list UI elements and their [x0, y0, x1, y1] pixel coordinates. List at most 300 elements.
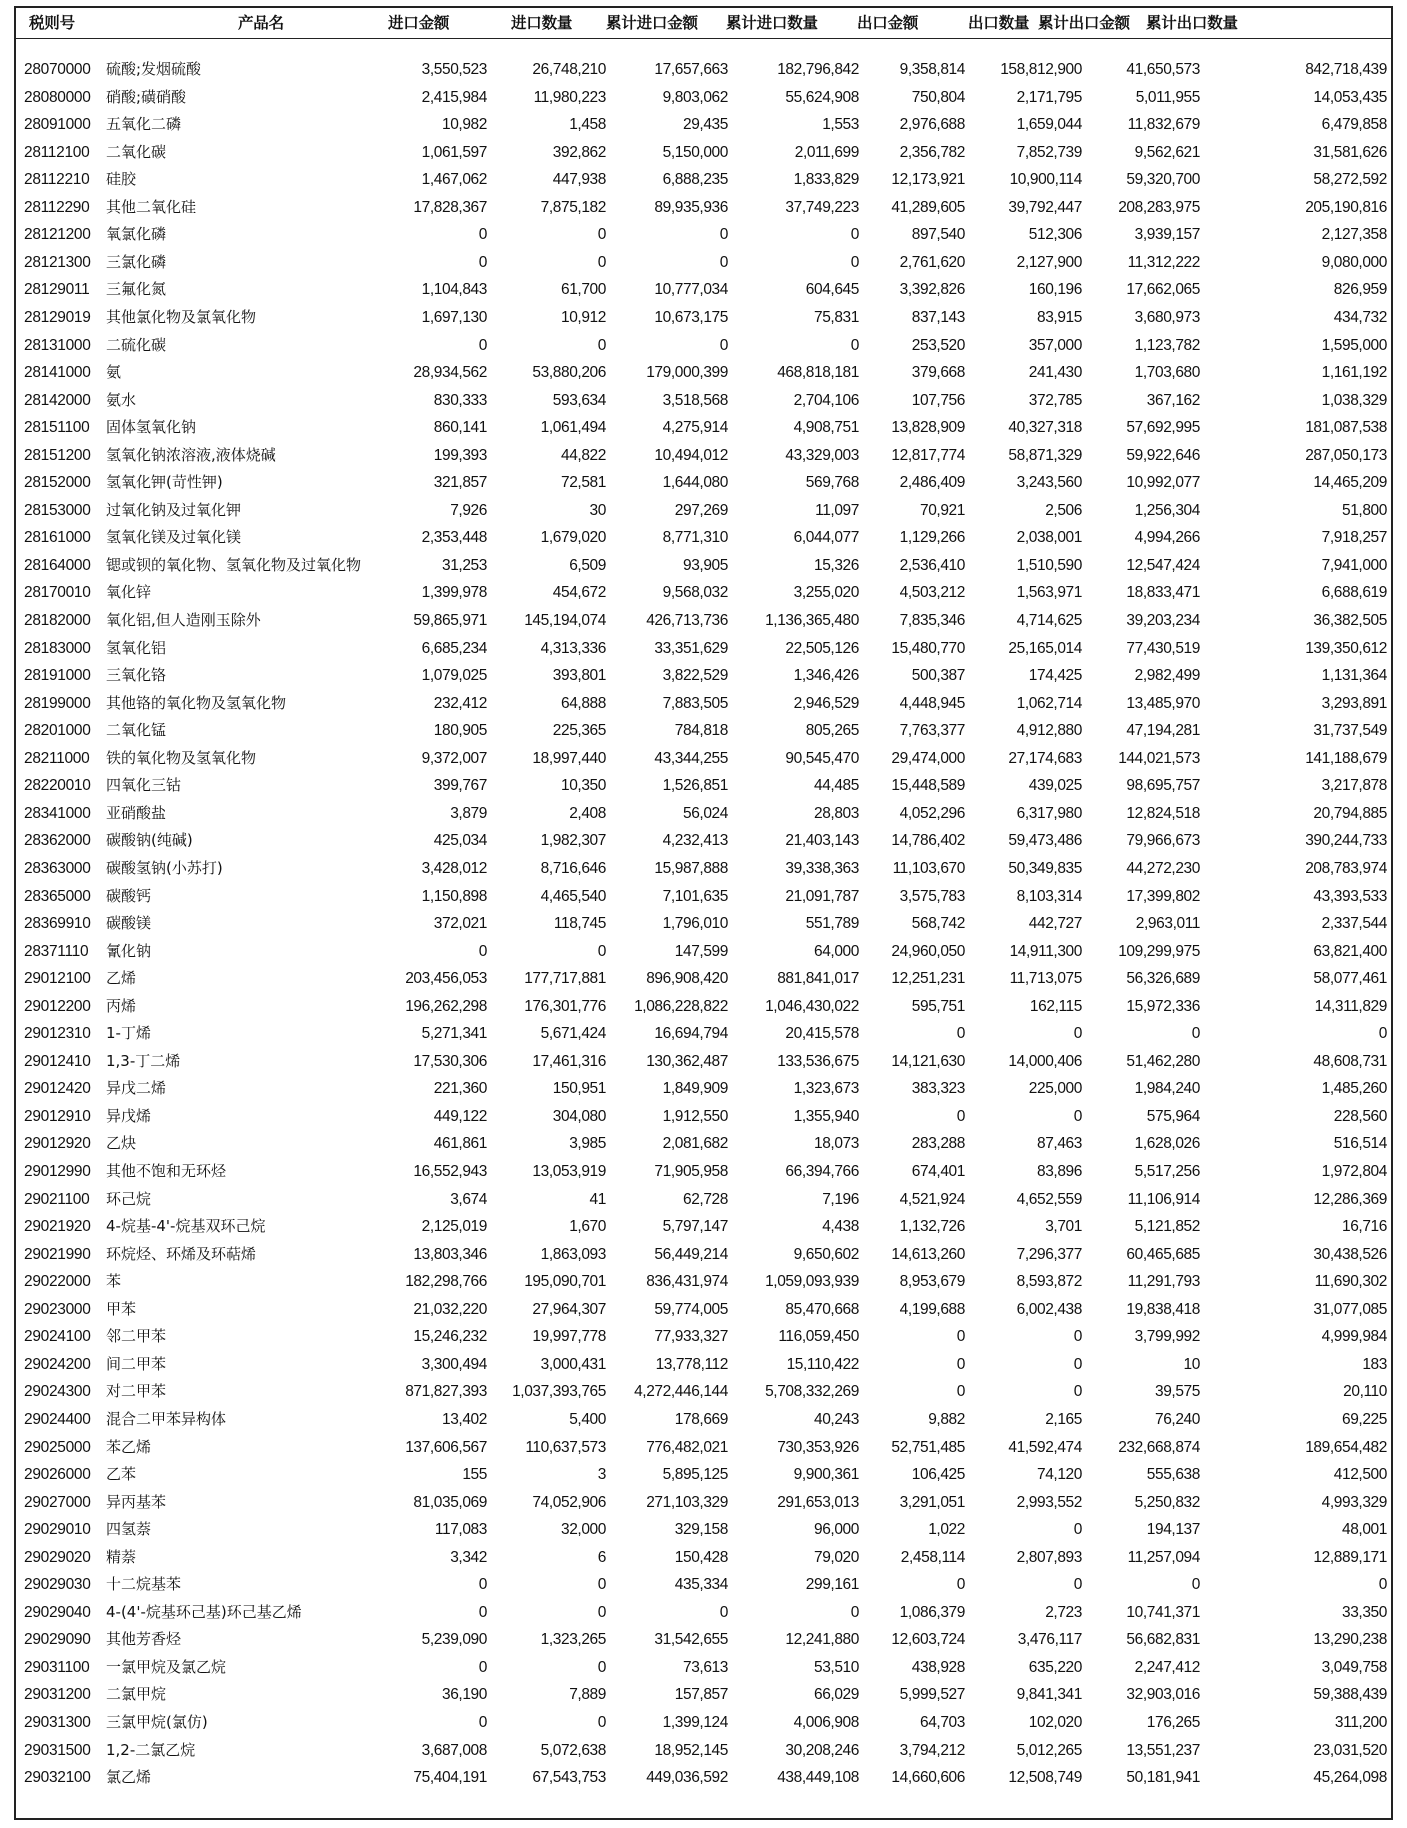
cell-product-name: 碳酸氢钠(小苏打): [106, 858, 223, 877]
cell-cum-import-quantity: 116,059,450: [778, 1328, 859, 1346]
table-row: [16, 1378, 1391, 1406]
cell-cum-import-value: 130,362,487: [646, 1052, 728, 1070]
cell-import-quantity: 150,951: [552, 1080, 606, 1098]
table-row: [16, 1599, 1391, 1627]
cell-cum-export-quantity: 6,479,858: [1321, 116, 1387, 134]
cell-import-quantity: 5,671,424: [540, 1025, 606, 1043]
cell-import-quantity: 11,980,223: [533, 88, 606, 106]
cell-product-name: 对二甲苯: [106, 1382, 167, 1401]
cell-cum-import-quantity: 0: [850, 336, 859, 354]
cell-export-quantity: 7,296,377: [1016, 1245, 1082, 1263]
cell-tariff-code: 29024300: [24, 1383, 91, 1401]
cell-cum-import-quantity: 28,803: [813, 804, 859, 822]
cell-import-quantity: 0: [597, 226, 606, 244]
cell-export-value: 1,132,726: [899, 1218, 965, 1236]
cell-cum-import-quantity: 22,505,126: [785, 639, 859, 657]
cell-export-value: 13,828,909: [891, 419, 965, 437]
table-row: [16, 1103, 1391, 1131]
cell-export-value: 897,540: [911, 226, 965, 244]
table-header: [16, 8, 1391, 39]
cell-export-value: 379,668: [911, 364, 965, 382]
cell-product-name: 氢氧化钾(苛性钾): [106, 473, 223, 492]
cell-tariff-code: 28112100: [24, 143, 90, 161]
cell-import-value: 75,404,191: [413, 1769, 487, 1787]
cell-import-value: 0: [478, 1576, 487, 1594]
cell-product-name: 苯: [106, 1272, 122, 1291]
cell-export-quantity: 6,317,980: [1016, 804, 1082, 822]
table-row: [16, 635, 1391, 663]
cell-tariff-code: 29029030: [24, 1576, 91, 1594]
cell-cum-export-value: 98,695,757: [1126, 777, 1200, 795]
cell-export-value: 2,976,688: [899, 116, 965, 134]
table-row: [16, 1020, 1391, 1048]
cell-cum-export-quantity: 31,737,549: [1313, 722, 1387, 740]
cell-cum-export-quantity: 0: [1378, 1025, 1387, 1043]
cell-export-quantity: 442,727: [1028, 915, 1082, 933]
cell-tariff-code: 29012410: [24, 1052, 91, 1070]
cell-import-quantity: 110,637,573: [525, 1438, 606, 1456]
header-export-value: 出口金额: [857, 14, 919, 32]
cell-export-value: 500,387: [911, 667, 965, 685]
cell-import-quantity: 7,875,182: [540, 198, 606, 216]
cell-cum-export-value: 59,320,700: [1126, 171, 1200, 189]
cell-product-name: 异戊二烯: [106, 1079, 167, 1098]
cell-cum-import-quantity: 55,624,908: [785, 88, 859, 106]
cell-import-value: 1,061,597: [421, 143, 487, 161]
cell-cum-import-quantity: 182,796,842: [777, 61, 859, 78]
cell-cum-import-quantity: 96,000: [813, 1521, 859, 1539]
cell-tariff-code: 29023000: [24, 1300, 91, 1318]
cell-cum-import-value: 5,895,125: [662, 1466, 728, 1484]
cell-tariff-code: 28153000: [24, 501, 91, 519]
header-export-quantity: 出口数量: [968, 14, 1030, 32]
cell-tariff-code: 29012310: [24, 1025, 91, 1043]
cell-export-value: 24,960,050: [891, 942, 965, 960]
cell-cum-export-value: 5,517,256: [1134, 1163, 1200, 1180]
cell-product-name: 混合二甲苯异构体: [106, 1409, 227, 1428]
cell-export-value: 12,173,921: [891, 171, 965, 189]
table-row: [16, 524, 1391, 552]
cell-tariff-code: 28199000: [24, 694, 91, 712]
table-row: [16, 139, 1391, 167]
cell-import-quantity: 593,634: [552, 391, 606, 409]
cell-cum-import-quantity: 3,255,020: [793, 584, 859, 602]
cell-cum-import-value: 1,644,080: [662, 474, 728, 492]
cell-cum-import-quantity: 1,059,093,939: [765, 1273, 859, 1291]
cell-import-quantity: 0: [597, 1714, 606, 1731]
cell-product-name: 一氯甲烷及氯乙烷: [106, 1657, 227, 1676]
cell-export-value: 283,288: [911, 1135, 965, 1153]
cell-export-quantity: 1,659,044: [1016, 116, 1082, 134]
cell-export-quantity: 11,713,075: [1009, 970, 1082, 988]
cell-import-quantity: 2,408: [569, 804, 606, 822]
cell-import-quantity: 304,080: [552, 1107, 606, 1125]
cell-export-value: 2,458,114: [900, 1548, 965, 1566]
header-tariff-code: 税则号: [29, 14, 75, 32]
cell-cum-export-quantity: 48,608,731: [1313, 1052, 1387, 1070]
cell-tariff-code: 28211000: [24, 749, 90, 767]
cell-cum-export-quantity: 390,244,733: [1305, 832, 1387, 850]
cell-tariff-code: 29012920: [24, 1135, 91, 1153]
cell-tariff-code: 28161000: [24, 529, 91, 547]
cell-import-value: 0: [478, 1603, 487, 1621]
cell-cum-import-quantity: 2,946,529: [793, 694, 859, 712]
cell-tariff-code: 29024100: [24, 1328, 91, 1346]
cell-export-quantity: 87,463: [1036, 1135, 1082, 1153]
cell-cum-import-value: 0: [719, 253, 728, 271]
cell-export-quantity: 158,812,900: [1000, 61, 1082, 78]
table-row: [16, 1268, 1391, 1296]
cell-import-value: 0: [478, 1658, 487, 1676]
cell-product-name: 三氯甲烷(氯仿): [106, 1713, 208, 1731]
cell-export-value: 0: [956, 1355, 965, 1373]
cell-cum-export-value: 13,551,237: [1126, 1741, 1200, 1759]
cell-import-value: 155: [462, 1466, 487, 1484]
cell-export-value: 7,835,346: [899, 612, 965, 629]
cell-cum-import-quantity: 551,789: [805, 915, 859, 933]
table-row: [16, 1351, 1391, 1379]
cell-export-quantity: 2,127,900: [1016, 253, 1082, 271]
cell-cum-import-value: 73,613: [682, 1658, 728, 1676]
cell-export-quantity: 8,593,872: [1016, 1273, 1082, 1291]
cell-export-value: 12,603,724: [891, 1631, 965, 1649]
cell-export-value: 4,052,296: [899, 804, 965, 822]
cell-export-value: 0: [956, 1107, 965, 1125]
cell-cum-import-value: 896,908,420: [646, 970, 728, 988]
cell-cum-export-quantity: 43,393,533: [1313, 887, 1387, 905]
cell-product-name: 4-(4'-烷基环己基)环己基乙烯: [106, 1602, 302, 1621]
table-row: [16, 469, 1391, 497]
cell-export-quantity: 2,807,893: [1016, 1548, 1082, 1566]
cell-import-quantity: 0: [597, 942, 606, 960]
table-row: [16, 1544, 1391, 1572]
cell-cum-import-quantity: 11,097: [815, 501, 859, 519]
cell-cum-import-value: 1,849,909: [662, 1080, 728, 1098]
cell-export-quantity: 3,243,560: [1016, 474, 1082, 492]
cell-export-value: 8,953,679: [899, 1273, 965, 1291]
table-row: [16, 56, 1391, 84]
cell-cum-import-value: 10,494,012: [654, 446, 728, 464]
cell-cum-export-quantity: 36,382,505: [1313, 612, 1387, 629]
cell-cum-import-quantity: 1,136,365,480: [765, 612, 859, 629]
cell-tariff-code: 29029040: [24, 1603, 91, 1621]
cell-cum-import-value: 16,694,794: [654, 1025, 728, 1043]
table-row: [16, 1461, 1391, 1489]
cell-cum-export-quantity: 45,264,098: [1313, 1769, 1387, 1787]
table-row: [16, 827, 1391, 855]
cell-cum-import-value: 3,518,568: [662, 391, 728, 409]
table-row: [16, 359, 1391, 387]
cell-cum-import-value: 62,728: [682, 1190, 728, 1208]
cell-tariff-code: 28142000: [24, 391, 91, 409]
cell-import-quantity: 13,053,919: [532, 1163, 606, 1180]
table-row: [16, 883, 1391, 911]
cell-cum-export-value: 208,283,975: [1118, 198, 1200, 216]
cell-cum-import-value: 10,777,034: [654, 281, 728, 299]
cell-cum-export-quantity: 3,049,758: [1321, 1658, 1387, 1676]
cell-cum-export-value: 47,194,281: [1126, 722, 1200, 740]
cell-product-name: 1-丁烯: [106, 1024, 151, 1043]
header-import-value: 进口金额: [388, 14, 450, 32]
table-row: [16, 607, 1391, 635]
cell-import-value: 2,125,019: [421, 1218, 487, 1236]
cell-import-quantity: 1,323,265: [540, 1631, 606, 1649]
cell-cum-import-value: 426,713,736: [646, 612, 728, 629]
cell-import-quantity: 4,313,336: [540, 639, 606, 657]
cell-cum-import-quantity: 468,818,181: [777, 364, 859, 382]
cell-export-value: 52,751,485: [891, 1438, 965, 1456]
cell-export-quantity: 25,165,014: [1008, 639, 1082, 657]
cell-cum-import-quantity: 4,006,908: [793, 1714, 859, 1731]
cell-product-name: 五氧化二磷: [106, 115, 182, 134]
cell-cum-export-quantity: 7,941,000: [1321, 556, 1387, 574]
cell-import-value: 3,687,008: [421, 1741, 487, 1759]
table-row: [16, 800, 1391, 828]
cell-cum-import-quantity: 805,265: [805, 722, 859, 740]
cell-cum-export-value: 144,021,573: [1118, 749, 1200, 767]
cell-tariff-code: 29012100: [24, 970, 91, 988]
cell-import-value: 1,104,843: [421, 281, 487, 299]
cell-export-quantity: 0: [1073, 1025, 1082, 1043]
cell-product-name: 其他芳香烃: [106, 1630, 182, 1649]
cell-import-quantity: 1,679,020: [540, 529, 606, 547]
cell-export-quantity: 0: [1073, 1383, 1082, 1401]
table-row: [16, 1075, 1391, 1103]
cell-cum-export-value: 60,465,685: [1126, 1245, 1200, 1263]
cell-cum-export-quantity: 51,800: [1341, 501, 1387, 519]
table-row: [16, 1213, 1391, 1241]
cell-export-quantity: 0: [1073, 1521, 1082, 1539]
cell-cum-export-value: 57,692,995: [1126, 419, 1200, 437]
cell-product-name: 异丙基苯: [106, 1492, 167, 1511]
cell-cum-export-value: 176,265: [1146, 1714, 1200, 1731]
cell-import-value: 0: [478, 336, 487, 354]
cell-import-quantity: 67,543,753: [532, 1769, 606, 1787]
table-row: [16, 442, 1391, 470]
cell-cum-export-value: 232,668,874: [1118, 1438, 1200, 1456]
cell-import-quantity: 6: [597, 1548, 606, 1566]
cell-product-name: 乙烯: [106, 969, 137, 988]
cell-cum-export-value: 1,984,240: [1134, 1080, 1200, 1098]
cell-cum-import-quantity: 43,329,003: [785, 446, 859, 464]
cell-import-value: 0: [478, 1714, 487, 1731]
cell-export-value: 383,323: [911, 1080, 965, 1098]
header-product-name: 产品名: [238, 14, 284, 32]
cell-import-quantity: 145,194,074: [524, 612, 606, 629]
cell-cum-export-value: 77,430,519: [1126, 639, 1200, 657]
cell-cum-import-quantity: 20,415,578: [785, 1025, 859, 1043]
cell-cum-export-quantity: 6,688,619: [1321, 584, 1387, 602]
cell-cum-import-quantity: 1,046,430,022: [765, 997, 859, 1015]
cell-tariff-code: 28183000: [24, 639, 91, 657]
cell-import-value: 117,083: [434, 1521, 487, 1539]
cell-import-quantity: 61,700: [560, 281, 606, 299]
cell-import-value: 199,393: [433, 446, 487, 464]
cell-product-name: 异戊烯: [106, 1106, 152, 1125]
cell-cum-export-quantity: 69,225: [1341, 1410, 1387, 1428]
cell-cum-import-quantity: 2,011,699: [794, 143, 859, 161]
cell-export-value: 438,928: [911, 1658, 965, 1676]
cell-export-value: 0: [956, 1383, 965, 1401]
cell-cum-export-value: 39,575: [1154, 1383, 1200, 1401]
cell-import-quantity: 1,982,307: [540, 832, 606, 850]
cell-cum-import-quantity: 9,650,602: [793, 1245, 859, 1263]
cell-tariff-code: 29012200: [24, 997, 91, 1015]
cell-tariff-code: 29031200: [24, 1686, 91, 1704]
cell-cum-export-value: 15,972,336: [1126, 997, 1200, 1015]
cell-export-quantity: 58,871,329: [1008, 446, 1082, 464]
cell-product-name: 其他氯化物及氯氧化物: [106, 307, 257, 326]
cell-cum-import-value: 8,771,310: [662, 529, 728, 547]
cell-cum-import-quantity: 4,908,751: [793, 419, 859, 437]
cell-import-value: 372,021: [433, 915, 487, 933]
cell-export-value: 7,763,377: [899, 722, 965, 740]
cell-cum-import-value: 7,883,505: [662, 694, 728, 712]
cell-import-quantity: 41: [589, 1190, 606, 1208]
cell-export-value: 2,536,410: [899, 556, 965, 574]
cell-tariff-code: 29025000: [24, 1438, 91, 1456]
cell-cum-import-quantity: 66,029: [813, 1686, 859, 1704]
cell-cum-import-value: 29,435: [682, 116, 728, 134]
table-row: [16, 387, 1391, 415]
cell-export-value: 14,660,606: [891, 1769, 965, 1787]
cell-tariff-code: 29021990: [24, 1245, 91, 1263]
cell-cum-export-value: 555,638: [1146, 1466, 1200, 1484]
cell-import-quantity: 7,889: [569, 1686, 606, 1704]
cell-cum-export-quantity: 12,286,369: [1313, 1190, 1387, 1208]
table-row: [16, 332, 1391, 360]
cell-cum-export-quantity: 33,350: [1341, 1603, 1387, 1621]
cell-export-value: 9,882: [928, 1410, 965, 1428]
cell-import-value: 15,246,232: [413, 1328, 487, 1346]
cell-export-value: 29,474,000: [891, 749, 965, 767]
cell-product-name: 硅胶: [106, 170, 137, 189]
cell-cum-export-quantity: 0: [1378, 1576, 1387, 1594]
cell-import-quantity: 44,822: [560, 446, 606, 464]
cell-export-quantity: 160,196: [1028, 281, 1082, 299]
cell-import-value: 31,253: [441, 556, 487, 574]
cell-export-value: 750,804: [911, 88, 965, 106]
cell-import-value: 425,034: [433, 832, 487, 850]
cell-cum-export-value: 11,291,793: [1127, 1273, 1200, 1291]
cell-cum-import-quantity: 2,704,106: [793, 391, 859, 409]
cell-cum-import-value: 1,912,550: [662, 1107, 728, 1125]
cell-cum-export-quantity: 58,077,461: [1313, 970, 1387, 988]
cell-import-quantity: 10,350: [560, 777, 606, 795]
cell-tariff-code: 28164000: [24, 556, 91, 574]
cell-cum-import-quantity: 30,208,246: [785, 1741, 859, 1759]
cell-cum-export-value: 575,964: [1146, 1107, 1200, 1125]
cell-cum-import-value: 6,888,235: [662, 171, 728, 189]
cell-cum-import-quantity: 299,161: [805, 1576, 859, 1594]
cell-cum-import-value: 31,542,655: [654, 1631, 728, 1649]
cell-import-value: 461,861: [433, 1135, 487, 1153]
header-cum-export-quantity: 累计出口数量: [1146, 14, 1238, 32]
cell-export-quantity: 2,723: [1045, 1603, 1082, 1621]
cell-import-value: 36,190: [441, 1686, 487, 1704]
cell-cum-export-quantity: 311,200: [1334, 1714, 1387, 1731]
cell-product-name: 四氧化三钴: [106, 776, 182, 795]
cell-tariff-code: 28220010: [24, 777, 91, 795]
cell-export-value: 0: [956, 1328, 965, 1346]
cell-cum-export-value: 1,123,782: [1134, 336, 1200, 354]
table-row: [16, 965, 1391, 993]
cell-cum-import-quantity: 79,020: [813, 1548, 859, 1566]
cell-product-name: 其他不饱和无环烃: [106, 1162, 227, 1180]
cell-import-quantity: 1,863,093: [540, 1245, 606, 1263]
cell-cum-import-quantity: 6,044,077: [793, 529, 859, 547]
cell-cum-import-quantity: 39,338,363: [785, 859, 859, 877]
cell-import-quantity: 447,938: [552, 171, 606, 189]
cell-import-value: 1,150,898: [421, 887, 487, 905]
cell-cum-import-value: 179,000,399: [646, 364, 728, 382]
cell-product-name: 过氧化钠及过氧化钾: [106, 500, 242, 519]
table-row: [16, 1296, 1391, 1324]
cell-product-name: 邻二甲苯: [106, 1327, 167, 1346]
cell-cum-export-value: 0: [1191, 1576, 1200, 1594]
cell-import-value: 3,428,012: [421, 859, 487, 877]
cell-cum-export-quantity: 1,131,364: [1321, 667, 1387, 685]
cell-export-value: 253,520: [911, 336, 965, 354]
cell-cum-import-value: 93,905: [682, 556, 728, 574]
table-row: [16, 1654, 1391, 1682]
table-row: [16, 1764, 1391, 1792]
cell-cum-import-quantity: 881,841,017: [777, 970, 859, 988]
cell-product-name: 苯乙烯: [106, 1437, 152, 1456]
cell-product-name: 铁的氧化物及氢氧化物: [106, 748, 257, 767]
cell-tariff-code: 28121300: [24, 253, 91, 271]
cell-tariff-code: 29021920: [24, 1218, 91, 1236]
cell-product-name: 氢氧化镁及过氧化镁: [106, 528, 242, 547]
cell-cum-import-value: 297,269: [674, 501, 728, 519]
cell-export-quantity: 27,174,683: [1008, 749, 1082, 767]
cell-product-name: 三氟化氮: [106, 280, 167, 299]
cell-product-name: 精萘: [106, 1547, 137, 1566]
cell-cum-export-quantity: 1,161,192: [1321, 364, 1387, 382]
cell-cum-import-quantity: 66,394,766: [785, 1163, 859, 1180]
cell-product-name: 氨水: [106, 390, 137, 409]
cell-cum-export-value: 18,833,471: [1126, 584, 1200, 602]
cell-import-quantity: 1,670: [569, 1218, 606, 1236]
cell-product-name: 四氢萘: [106, 1520, 152, 1539]
cell-export-value: 14,121,630: [891, 1052, 965, 1070]
cell-export-value: 3,291,051: [899, 1493, 965, 1511]
cell-import-value: 5,271,341: [421, 1025, 487, 1043]
cell-import-value: 0: [478, 226, 487, 244]
cell-cum-export-value: 11,257,094: [1127, 1548, 1200, 1566]
cell-cum-import-value: 77,933,327: [654, 1328, 728, 1346]
cell-cum-import-value: 147,599: [674, 942, 728, 960]
cell-cum-export-value: 3,799,992: [1134, 1328, 1200, 1346]
cell-cum-export-quantity: 826,959: [1333, 281, 1387, 299]
cell-product-name: 其他铬的氧化物及氢氧化物: [106, 693, 287, 712]
cell-cum-export-quantity: 11,690,302: [1314, 1273, 1387, 1291]
cell-cum-import-quantity: 75,831: [813, 308, 859, 326]
cell-cum-import-value: 18,952,145: [654, 1741, 728, 1759]
cell-cum-import-value: 1,796,010: [662, 915, 728, 933]
cell-cum-import-value: 17,657,663: [654, 61, 728, 78]
cell-cum-import-value: 5,150,000: [662, 143, 728, 161]
cell-tariff-code: 29029020: [24, 1548, 91, 1566]
cell-cum-export-value: 10,741,371: [1126, 1603, 1200, 1621]
cell-cum-import-value: 157,857: [674, 1686, 728, 1704]
cell-import-quantity: 72,581: [560, 474, 606, 492]
cell-product-name: 其他二氧化硅: [106, 197, 197, 216]
cell-import-quantity: 3,000,431: [540, 1355, 606, 1373]
cell-cum-export-quantity: 2,127,358: [1321, 226, 1387, 244]
cell-export-value: 4,448,945: [899, 694, 965, 712]
cell-cum-export-quantity: 412,500: [1333, 1466, 1387, 1484]
